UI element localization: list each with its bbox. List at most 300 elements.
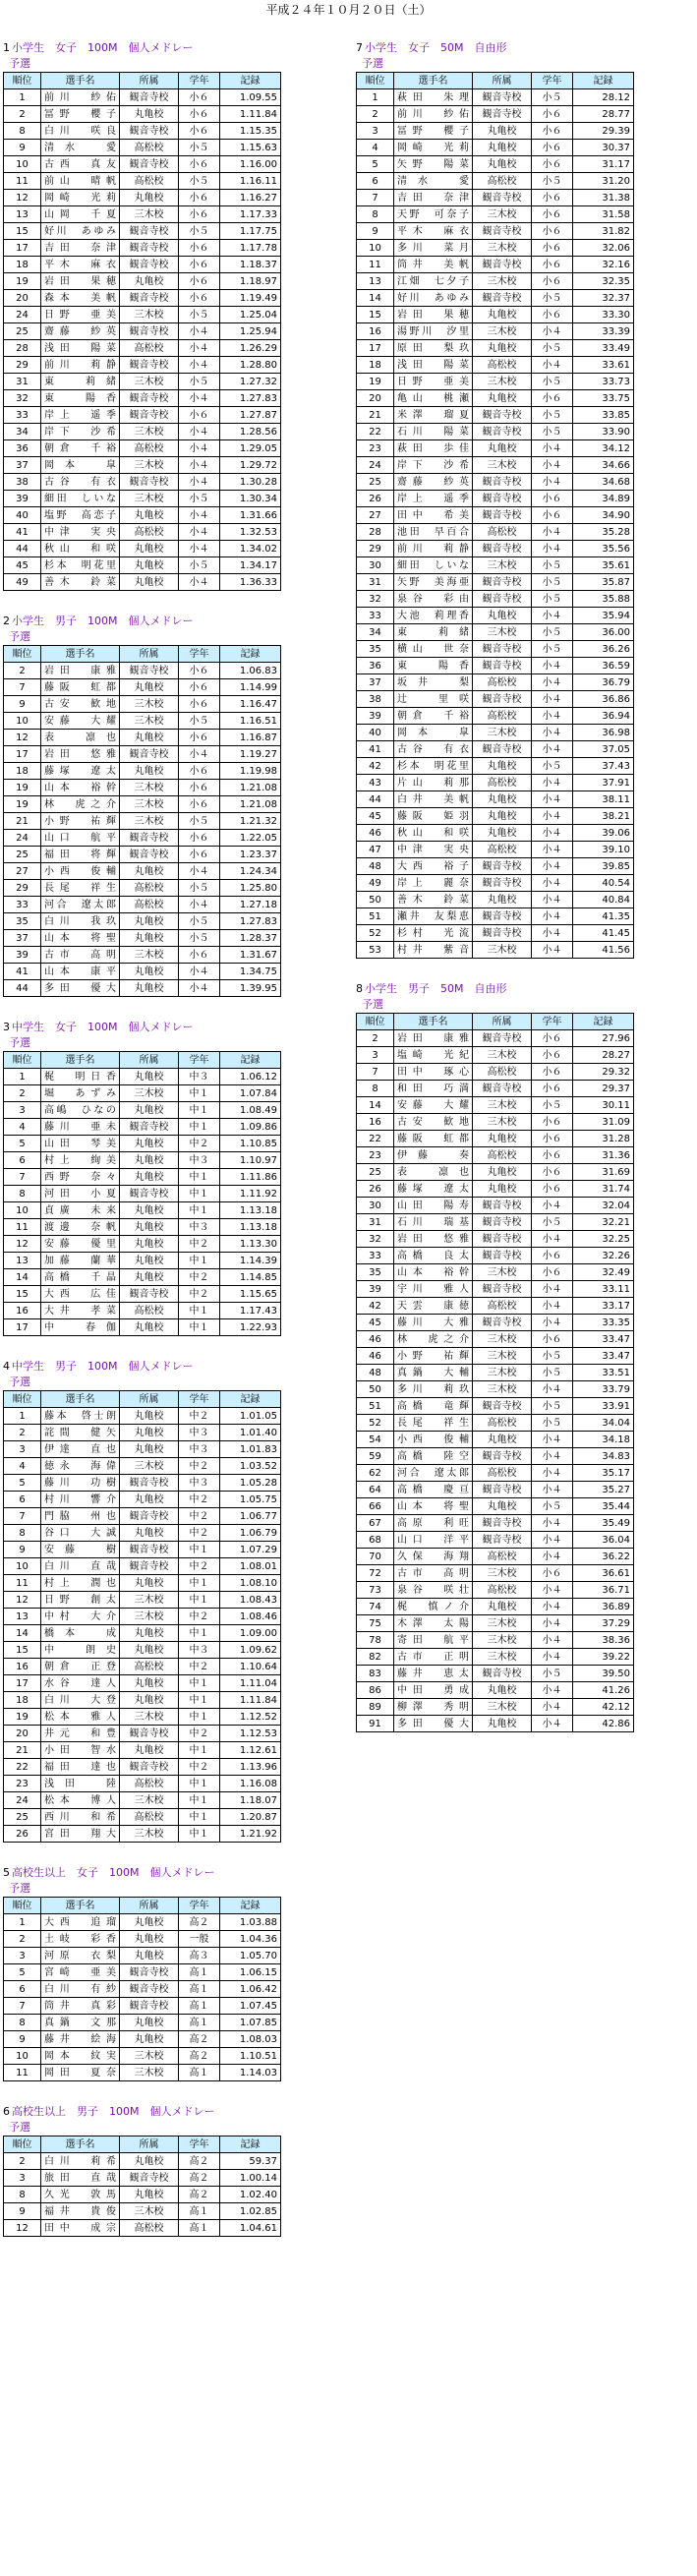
cell-time: 36.00 bbox=[573, 624, 634, 641]
cell-team: 三木校 bbox=[120, 2048, 179, 2065]
cell-rank: 39 bbox=[357, 708, 394, 725]
cell-rank: 23 bbox=[357, 1147, 394, 1164]
cell-grade: 小６ bbox=[532, 1331, 573, 1348]
cell-name: 柳澤 秀明 bbox=[394, 1699, 473, 1716]
cell-rank: 20 bbox=[357, 390, 394, 407]
cell-grade: 小６ bbox=[532, 140, 573, 156]
cell-time: 1.00.14 bbox=[220, 2170, 281, 2187]
cell-name: 福田 達也 bbox=[41, 1759, 120, 1776]
cell-time: 37.05 bbox=[573, 741, 634, 758]
section-number: 7 bbox=[356, 41, 363, 54]
cell-name: 古安 歓地 bbox=[394, 1114, 473, 1131]
cell-name: 山口 洋平 bbox=[394, 1532, 473, 1549]
cell-rank: 10 bbox=[357, 240, 394, 257]
cell-name: 白川 直哉 bbox=[41, 1558, 120, 1575]
cell-name: 藤阪 虹都 bbox=[41, 679, 120, 696]
cell-grade: 小４ bbox=[532, 541, 573, 557]
table-row bbox=[4, 1508, 281, 1525]
cell-rank: 35 bbox=[4, 913, 41, 930]
cell-rank: 41 bbox=[4, 524, 41, 541]
cell-time: 1.23.37 bbox=[220, 847, 281, 863]
cell-name: 岡本 皐 bbox=[41, 457, 120, 474]
table-row bbox=[357, 1415, 634, 1432]
section-number: 6 bbox=[3, 2105, 10, 2118]
cell-time: 33.79 bbox=[573, 1381, 634, 1398]
cell-rank: 30 bbox=[357, 1198, 394, 1214]
cell-team: 高松校 bbox=[473, 842, 532, 858]
table-row bbox=[4, 206, 281, 223]
cell-time: 59.37 bbox=[220, 2153, 281, 2170]
cell-grade: 小４ bbox=[532, 1198, 573, 1214]
cell-time: 35.56 bbox=[573, 541, 634, 557]
cell-team: 観音寺校 bbox=[473, 908, 532, 925]
cell-rank: 39 bbox=[4, 947, 41, 964]
cell-rank: 4 bbox=[4, 1119, 41, 1136]
cell-name: 白川 我玖 bbox=[41, 913, 120, 930]
cell-grade: 小４ bbox=[179, 524, 220, 541]
table-row bbox=[357, 1198, 634, 1214]
cell-time: 33.75 bbox=[573, 390, 634, 407]
cell-time: 1.24.34 bbox=[220, 863, 281, 880]
cell-name: 浅田 陸 bbox=[41, 1776, 120, 1792]
cell-name: 渡邊 奈帆 bbox=[41, 1219, 120, 1236]
cell-name: 日野 創太 bbox=[41, 1592, 120, 1609]
cell-rank: 1 bbox=[357, 89, 394, 106]
cell-name: 西川 和希 bbox=[41, 1809, 120, 1826]
cell-name: 岸上 麗奈 bbox=[394, 875, 473, 892]
table-row bbox=[4, 2203, 281, 2220]
table-row bbox=[4, 713, 281, 730]
table-row bbox=[357, 257, 634, 273]
cell-rank: 91 bbox=[357, 1716, 394, 1732]
cell-time: 33.47 bbox=[573, 1348, 634, 1365]
cell-rank: 20 bbox=[4, 290, 41, 307]
cell-name: 藤本 啓士朗 bbox=[41, 1408, 120, 1425]
column-header-rank: 順位 bbox=[4, 646, 41, 663]
cell-rank: 19 bbox=[4, 1709, 41, 1726]
cell-name: 浅田 陽菜 bbox=[41, 340, 120, 357]
table-row bbox=[4, 897, 281, 913]
cell-rank: 5 bbox=[4, 1475, 41, 1492]
table-row bbox=[357, 1365, 634, 1381]
table-row bbox=[357, 491, 634, 507]
table-row bbox=[4, 223, 281, 240]
cell-grade: 中２ bbox=[179, 1136, 220, 1152]
cell-time: 1.16.27 bbox=[220, 190, 281, 206]
cell-time: 1.19.98 bbox=[220, 763, 281, 780]
table-row bbox=[357, 424, 634, 440]
cell-name: 田中 成宗 bbox=[41, 2220, 120, 2237]
table-row bbox=[4, 1914, 281, 1931]
cell-team: 三木校 bbox=[120, 1709, 179, 1726]
cell-team: 丸亀校 bbox=[120, 1625, 179, 1642]
cell-grade: 中２ bbox=[179, 1759, 220, 1776]
cell-name: 福田 将輝 bbox=[41, 847, 120, 863]
cell-time: 1.21.32 bbox=[220, 813, 281, 830]
cell-rank: 48 bbox=[357, 858, 394, 875]
cell-team: 三木校 bbox=[120, 491, 179, 507]
cell-rank: 50 bbox=[357, 892, 394, 908]
cell-rank: 31 bbox=[357, 574, 394, 591]
cell-rank: 3 bbox=[4, 1441, 41, 1458]
cell-grade: 小４ bbox=[532, 908, 573, 925]
cell-grade: 小６ bbox=[179, 257, 220, 273]
cell-time: 1.10.51 bbox=[220, 2048, 281, 2065]
table-row bbox=[4, 1085, 281, 1102]
cell-rank: 41 bbox=[357, 741, 394, 758]
table-row bbox=[4, 980, 281, 997]
table-row bbox=[357, 574, 634, 591]
cell-team: 丸亀校 bbox=[120, 1102, 179, 1119]
cell-grade: 小６ bbox=[179, 240, 220, 257]
section-number: 3 bbox=[3, 1021, 10, 1033]
column-header-time: 記録 bbox=[573, 1014, 634, 1030]
column-header-time: 記録 bbox=[220, 1391, 281, 1408]
table-row bbox=[357, 1716, 634, 1732]
cell-name: 伊藤 奏 bbox=[394, 1147, 473, 1164]
cell-team: 観音寺校 bbox=[120, 1119, 179, 1136]
table-row bbox=[4, 407, 281, 424]
table-header-row bbox=[4, 2137, 281, 2153]
cell-name: 細田 しいな bbox=[41, 491, 120, 507]
cell-team: 三木校 bbox=[473, 1365, 532, 1381]
cell-team: 観音寺校 bbox=[473, 591, 532, 608]
table-row bbox=[357, 1666, 634, 1682]
cell-time: 41.45 bbox=[573, 925, 634, 942]
cell-rank: 62 bbox=[357, 1465, 394, 1482]
table-row bbox=[357, 1281, 634, 1298]
cell-grade: 中１ bbox=[179, 1253, 220, 1269]
cell-grade: 高２ bbox=[179, 2153, 220, 2170]
cell-rank: 45 bbox=[357, 1315, 394, 1331]
cell-team: 観音寺校 bbox=[473, 925, 532, 942]
table-row bbox=[4, 106, 281, 123]
cell-grade: 高１ bbox=[179, 2065, 220, 2081]
cell-time: 1.14.03 bbox=[220, 2065, 281, 2081]
column-header-rank: 順位 bbox=[4, 1898, 41, 1914]
cell-name: 吉田 奈津 bbox=[394, 190, 473, 206]
cell-name: 中田 勇成 bbox=[394, 1682, 473, 1699]
cell-grade: 小６ bbox=[179, 106, 220, 123]
table-row bbox=[357, 1398, 634, 1415]
cell-grade: 中１ bbox=[179, 1709, 220, 1726]
cell-grade: 小６ bbox=[532, 1264, 573, 1281]
cell-team: 三木校 bbox=[120, 374, 179, 390]
column-header-team: 所属 bbox=[120, 1898, 179, 1914]
cell-name: 森本 美帆 bbox=[41, 290, 120, 307]
cell-name: 前川 莉静 bbox=[41, 357, 120, 374]
cell-rank: 15 bbox=[4, 1642, 41, 1659]
cell-grade: 小４ bbox=[532, 1231, 573, 1248]
cell-team: 観音寺校 bbox=[120, 407, 179, 424]
table-row bbox=[4, 491, 281, 507]
cell-time: 36.22 bbox=[573, 1549, 634, 1565]
cell-rank: 34 bbox=[357, 624, 394, 641]
cell-time: 33.91 bbox=[573, 1398, 634, 1415]
cell-team: 丸亀校 bbox=[120, 2015, 179, 2031]
cell-grade: 小６ bbox=[532, 273, 573, 290]
cell-team: 高松校 bbox=[120, 880, 179, 897]
table-row bbox=[357, 858, 634, 875]
table-row bbox=[357, 1047, 634, 1064]
table-row bbox=[357, 608, 634, 624]
cell-time: 28.12 bbox=[573, 89, 634, 106]
cell-team: 観音寺校 bbox=[473, 507, 532, 524]
table-row bbox=[4, 1269, 281, 1286]
cell-time: 1.19.27 bbox=[220, 746, 281, 763]
cell-grade: 小４ bbox=[179, 746, 220, 763]
table-row bbox=[357, 1131, 634, 1147]
cell-team: 観音寺校 bbox=[120, 1998, 179, 2015]
cell-time: 1.29.05 bbox=[220, 440, 281, 457]
cell-name: 藤井 絵海 bbox=[41, 2031, 120, 2048]
cell-rank: 39 bbox=[4, 491, 41, 507]
column-header-grade: 学年 bbox=[179, 1898, 220, 1914]
table-row bbox=[4, 290, 281, 307]
cell-name: 岩田 悠雅 bbox=[41, 746, 120, 763]
cell-grade: 高２ bbox=[179, 2187, 220, 2203]
cell-name: 梶 慎ノ介 bbox=[394, 1599, 473, 1615]
cell-team: 丸亀校 bbox=[120, 1236, 179, 1253]
cell-time: 1.05.28 bbox=[220, 1475, 281, 1492]
cell-time: 35.94 bbox=[573, 608, 634, 624]
cell-grade: 小４ bbox=[532, 323, 573, 340]
cell-rank: 2 bbox=[4, 1085, 41, 1102]
cell-rank: 31 bbox=[4, 374, 41, 390]
cell-time: 1.18.07 bbox=[220, 1792, 281, 1809]
cell-grade: 小４ bbox=[179, 964, 220, 980]
left-column bbox=[3, 41, 281, 2260]
section-number: 4 bbox=[3, 1360, 10, 1373]
cell-rank: 22 bbox=[4, 1759, 41, 1776]
table-row bbox=[357, 340, 634, 357]
table-row bbox=[4, 574, 281, 591]
column-header-name: 選手名 bbox=[41, 1391, 120, 1408]
table-row bbox=[4, 1475, 281, 1492]
cell-grade: 小５ bbox=[532, 1214, 573, 1231]
cell-time: 39.50 bbox=[573, 1666, 634, 1682]
cell-name: 加藤 蘭華 bbox=[41, 1253, 120, 1269]
table-row bbox=[357, 1515, 634, 1532]
cell-time: 1.27.32 bbox=[220, 374, 281, 390]
cell-grade: 小４ bbox=[532, 1281, 573, 1298]
cell-grade: 高２ bbox=[179, 2031, 220, 2048]
cell-grade: 小４ bbox=[532, 1549, 573, 1565]
cell-team: 観音寺校 bbox=[473, 1198, 532, 1214]
cell-name: 小野 祐輝 bbox=[41, 813, 120, 830]
cell-name: 齋藤 紗英 bbox=[394, 474, 473, 491]
result-section bbox=[3, 1866, 281, 2081]
cell-grade: 中１ bbox=[179, 1202, 220, 1219]
table-row bbox=[4, 323, 281, 340]
cell-time: 1.12.61 bbox=[220, 1742, 281, 1759]
section-event-name: 小学生 女子 50M 自由形 bbox=[365, 41, 507, 54]
table-header-row bbox=[357, 73, 634, 89]
cell-team: 観音寺校 bbox=[120, 663, 179, 679]
cell-grade: 小４ bbox=[179, 574, 220, 591]
cell-grade: 小５ bbox=[532, 1415, 573, 1432]
column-header-name: 選手名 bbox=[394, 1014, 473, 1030]
cell-team: 観音寺校 bbox=[473, 474, 532, 491]
cell-time: 1.16.51 bbox=[220, 713, 281, 730]
cell-name: 山本 将聖 bbox=[41, 930, 120, 947]
cell-name: 古市 高明 bbox=[41, 947, 120, 964]
cell-team: 高松校 bbox=[473, 1549, 532, 1565]
cell-rank: 29 bbox=[4, 880, 41, 897]
table-row bbox=[4, 340, 281, 357]
cell-time: 1.04.36 bbox=[220, 1931, 281, 1948]
cell-grade: 小４ bbox=[532, 674, 573, 691]
cell-time: 1.21.92 bbox=[220, 1826, 281, 1843]
cell-team: 丸亀校 bbox=[120, 1441, 179, 1458]
section-round-label: 予選 bbox=[9, 1036, 30, 1049]
cell-grade: 中１ bbox=[179, 1776, 220, 1792]
table-row bbox=[4, 730, 281, 746]
cell-team: 観音寺校 bbox=[473, 491, 532, 507]
cell-name: 村川 響介 bbox=[41, 1492, 120, 1508]
cell-team: 丸亀校 bbox=[120, 1169, 179, 1186]
cell-team: 丸亀校 bbox=[473, 123, 532, 140]
table-row bbox=[357, 875, 634, 892]
cell-team: 三木校 bbox=[473, 1632, 532, 1649]
cell-grade: 小４ bbox=[179, 863, 220, 880]
table-row bbox=[4, 1102, 281, 1119]
cell-team: 丸亀校 bbox=[473, 1181, 532, 1198]
cell-name: 瀬井 友梨恵 bbox=[394, 908, 473, 925]
cell-rank: 13 bbox=[4, 1609, 41, 1625]
cell-name: 前山 晴帆 bbox=[41, 173, 120, 190]
cell-grade: 小４ bbox=[532, 1515, 573, 1532]
results-table bbox=[356, 1013, 634, 1732]
cell-rank: 18 bbox=[4, 257, 41, 273]
cell-rank: 11 bbox=[4, 2065, 41, 2081]
table-row bbox=[357, 440, 634, 457]
section-round-label: 予選 bbox=[9, 1882, 30, 1895]
table-row bbox=[357, 557, 634, 574]
cell-team: 三木校 bbox=[473, 942, 532, 959]
cell-grade: 中３ bbox=[179, 1441, 220, 1458]
cell-team: 観音寺校 bbox=[473, 1248, 532, 1264]
cell-rank: 10 bbox=[4, 156, 41, 173]
cell-time: 34.68 bbox=[573, 474, 634, 491]
cell-team: 丸亀校 bbox=[120, 1425, 179, 1441]
cell-rank: 14 bbox=[4, 1269, 41, 1286]
table-row bbox=[4, 2015, 281, 2031]
cell-rank: 8 bbox=[357, 206, 394, 223]
table-row bbox=[357, 1264, 634, 1281]
cell-name: 岩田 果穂 bbox=[41, 273, 120, 290]
cell-rank: 5 bbox=[4, 1136, 41, 1152]
cell-grade: 小４ bbox=[532, 524, 573, 541]
cell-grade: 小６ bbox=[532, 106, 573, 123]
cell-grade: 小４ bbox=[179, 357, 220, 374]
cell-team: 丸亀校 bbox=[120, 1269, 179, 1286]
cell-name: 土岐 彩香 bbox=[41, 1931, 120, 1948]
cell-rank: 16 bbox=[4, 1659, 41, 1675]
cell-name: 高橋 千晶 bbox=[41, 1269, 120, 1286]
cell-rank: 13 bbox=[357, 273, 394, 290]
cell-name: 萩田 歩佳 bbox=[394, 440, 473, 457]
table-row bbox=[357, 507, 634, 524]
cell-grade: 小４ bbox=[532, 1448, 573, 1465]
cell-time: 1.10.97 bbox=[220, 1152, 281, 1169]
cell-team: 丸亀校 bbox=[120, 1219, 179, 1236]
cell-grade: 小４ bbox=[532, 842, 573, 858]
cell-time: 1.25.04 bbox=[220, 307, 281, 323]
table-row bbox=[357, 206, 634, 223]
cell-rank: 26 bbox=[357, 1181, 394, 1198]
cell-grade: 小４ bbox=[179, 340, 220, 357]
cell-name: 大池 莉理香 bbox=[394, 608, 473, 624]
cell-name: 多田 優大 bbox=[41, 980, 120, 997]
cell-rank: 25 bbox=[357, 474, 394, 491]
cell-rank: 74 bbox=[357, 1599, 394, 1615]
cell-rank: 7 bbox=[4, 1508, 41, 1525]
cell-grade: 中１ bbox=[179, 1675, 220, 1692]
result-section bbox=[3, 1360, 281, 1843]
cell-rank: 11 bbox=[4, 1219, 41, 1236]
cell-grade: 小６ bbox=[532, 1181, 573, 1198]
cell-name: 山本 裕幹 bbox=[41, 780, 120, 796]
cell-name: 冨野 櫻子 bbox=[394, 123, 473, 140]
cell-rank: 23 bbox=[4, 1776, 41, 1792]
cell-time: 31.28 bbox=[573, 1131, 634, 1147]
cell-time: 33.47 bbox=[573, 1331, 634, 1348]
cell-time: 35.28 bbox=[573, 524, 634, 541]
cell-rank: 14 bbox=[357, 1097, 394, 1114]
cell-grade: 小６ bbox=[179, 830, 220, 847]
table-row bbox=[357, 925, 634, 942]
cell-rank: 27 bbox=[4, 863, 41, 880]
cell-name: 古市 高明 bbox=[394, 1565, 473, 1582]
column-header-team: 所属 bbox=[120, 1052, 179, 1069]
table-row bbox=[4, 1458, 281, 1475]
cell-rank: 9 bbox=[4, 2031, 41, 2048]
cell-name: 清水 愛 bbox=[41, 140, 120, 156]
cell-time: 1.07.29 bbox=[220, 1542, 281, 1558]
section-event-name: 小学生 男子 100M 個人メドレー bbox=[12, 615, 194, 627]
cell-name: 村上 潤也 bbox=[41, 1575, 120, 1592]
cell-rank: 6 bbox=[357, 173, 394, 190]
table-row bbox=[4, 1558, 281, 1575]
cell-rank: 40 bbox=[357, 725, 394, 741]
cell-grade: 小６ bbox=[532, 1064, 573, 1081]
cell-team: 三木校 bbox=[473, 1331, 532, 1348]
table-row bbox=[357, 842, 634, 858]
cell-name: 林 虎之介 bbox=[41, 796, 120, 813]
cell-team: 三木校 bbox=[473, 1097, 532, 1114]
cell-grade: 小６ bbox=[179, 730, 220, 746]
cell-name: 宮崎 亜美 bbox=[41, 1964, 120, 1981]
cell-team: 三木校 bbox=[473, 1047, 532, 1064]
table-row bbox=[4, 1542, 281, 1558]
cell-time: 36.04 bbox=[573, 1532, 634, 1549]
table-row bbox=[4, 1575, 281, 1592]
cell-team: 高松校 bbox=[120, 1303, 179, 1319]
cell-name: 古安 歓地 bbox=[41, 696, 120, 713]
cell-team: 観音寺校 bbox=[473, 574, 532, 591]
cell-grade: 小５ bbox=[532, 1365, 573, 1381]
table-row bbox=[4, 1136, 281, 1152]
column-header-grade: 学年 bbox=[179, 1391, 220, 1408]
cell-name: 大西 追瑠 bbox=[41, 1914, 120, 1931]
cell-grade: 小４ bbox=[532, 942, 573, 959]
cell-time: 33.90 bbox=[573, 424, 634, 440]
cell-rank: 54 bbox=[357, 1432, 394, 1448]
cell-time: 34.89 bbox=[573, 491, 634, 507]
table-row bbox=[4, 273, 281, 290]
cell-grade: 中１ bbox=[179, 1319, 220, 1336]
